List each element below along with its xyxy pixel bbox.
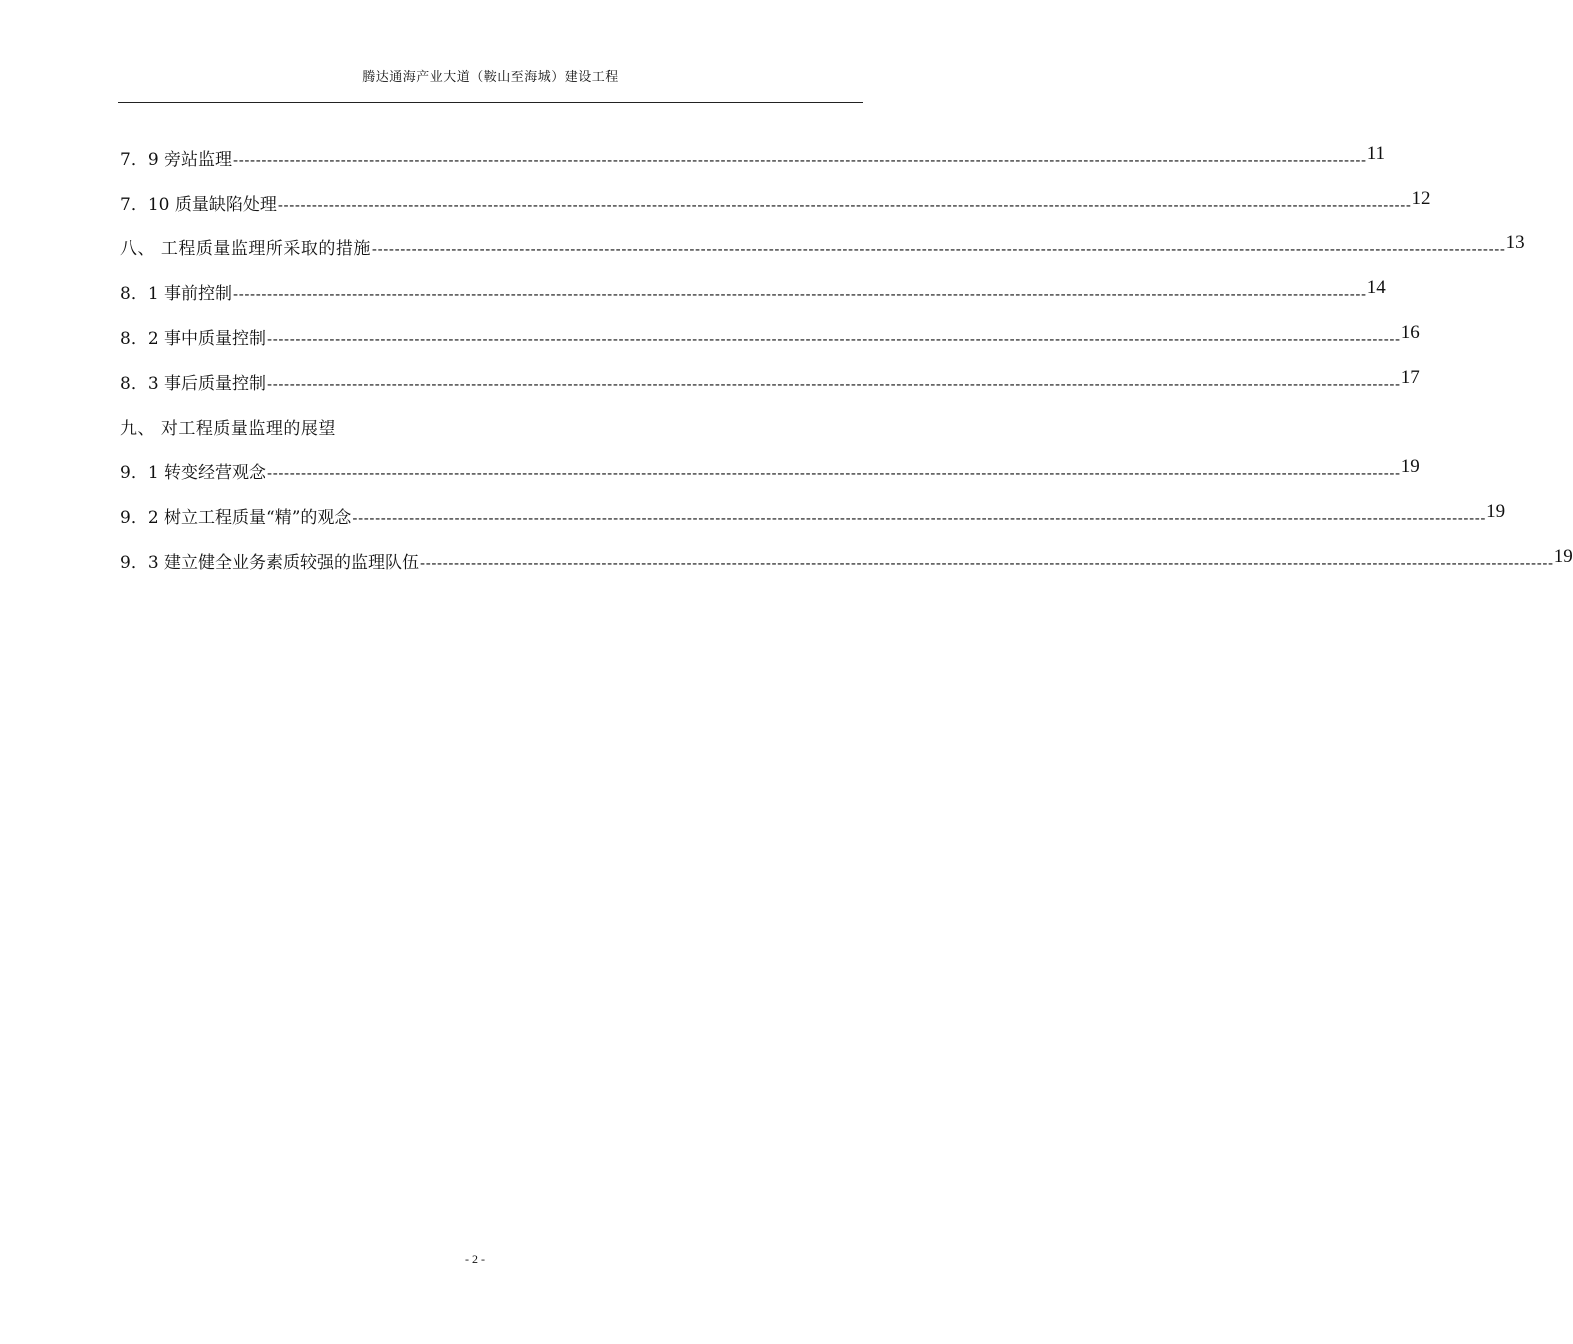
toc-leader-dashes: -------------------------------------------------------------------------------------------------------------------------------------------------------------------------------------------------------- [233, 150, 1367, 169]
toc-entry-label: 9．3 建立健全业务素质较强的监理队伍 [120, 552, 420, 573]
page-header: 腾达通海产业大道（鞍山至海城）建设工程 [362, 70, 619, 85]
page-number: - 2 - [465, 1252, 485, 1266]
toc-entry[interactable] [120, 171, 1431, 216]
header-divider [118, 102, 863, 103]
toc-chapter-entry[interactable] [120, 216, 1525, 261]
toc-leader-dashes: -------------------------------------------------------------------------------------------------------------------------------------------------------------------------------------------------------- [267, 329, 1401, 348]
toc-entry-label: 8．2 事中质量控制 [120, 328, 267, 349]
toc-entry-page: 19 [1486, 501, 1506, 523]
toc-leader-dashes: -------------------------------------------------------------------------------------------------------------------------------------------------------------------------------------------------------- [277, 195, 1412, 214]
toc-leader-dashes: -------------------------------------------------------------------------------------------------------------------------------------------------------------------------------------------------------- [371, 240, 1506, 259]
toc-entry-label: 8．3 事后质量控制 [120, 373, 267, 394]
toc-entry-page: 19 [1553, 545, 1573, 567]
toc-entry-label: 7．9 旁站监理 [120, 149, 233, 170]
toc-entry-page: 17 [1400, 366, 1420, 388]
toc-entry[interactable] [120, 126, 1386, 171]
toc-entry-page: 12 [1411, 187, 1431, 209]
toc-entry-page: 13 [1505, 232, 1525, 254]
toc-entry-label: 8．1 事前控制 [120, 284, 233, 305]
toc-entry[interactable] [120, 305, 1420, 350]
toc-entry[interactable] [120, 484, 1506, 529]
toc-entry[interactable] [120, 350, 1420, 395]
toc-leader-dashes: -------------------------------------------------------------------------------------------------------------------------------------------------------------------------------------------------------- [233, 285, 1367, 304]
toc-entry[interactable] [120, 260, 1386, 305]
table-of-contents [120, 126, 1573, 574]
toc-entry-label: 9．1 转变经营观念 [120, 463, 267, 484]
toc-leader-dashes: -------------------------------------------------------------------------------------------------------------------------------------------------------------------------------------------------------- [267, 464, 1401, 483]
toc-entry-label: 八、 工程质量监理所采取的措施 [120, 239, 371, 260]
toc-entry-label: 九、 对工程质量监理的展望 [120, 418, 336, 439]
toc-entry-page: 11 [1366, 142, 1386, 164]
toc-entry-page: 16 [1400, 321, 1420, 343]
toc-entry-label: 7．10 质量缺陷处理 [120, 194, 277, 215]
toc-entry[interactable] [120, 440, 1420, 485]
toc-entry-page: 19 [1400, 456, 1420, 478]
toc-leader-dashes: -------------------------------------------------------------------------------------------------------------------------------------------------------------------------------------------------------- [420, 553, 1554, 572]
toc-chapter-entry[interactable] [120, 395, 861, 440]
toc-entry-label: 9．2 树立工程质量“精”的观念 [120, 508, 352, 529]
toc-leader-dashes: -------------------------------------------------------------------------------------------------------------------------------------------------------------------------------------------------------- [352, 509, 1487, 528]
toc-entry-page: 14 [1366, 277, 1386, 299]
toc-leader-dashes: -------------------------------------------------------------------------------------------------------------------------------------------------------------------------------------------------------- [267, 374, 1401, 393]
toc-entry[interactable] [120, 529, 1573, 574]
